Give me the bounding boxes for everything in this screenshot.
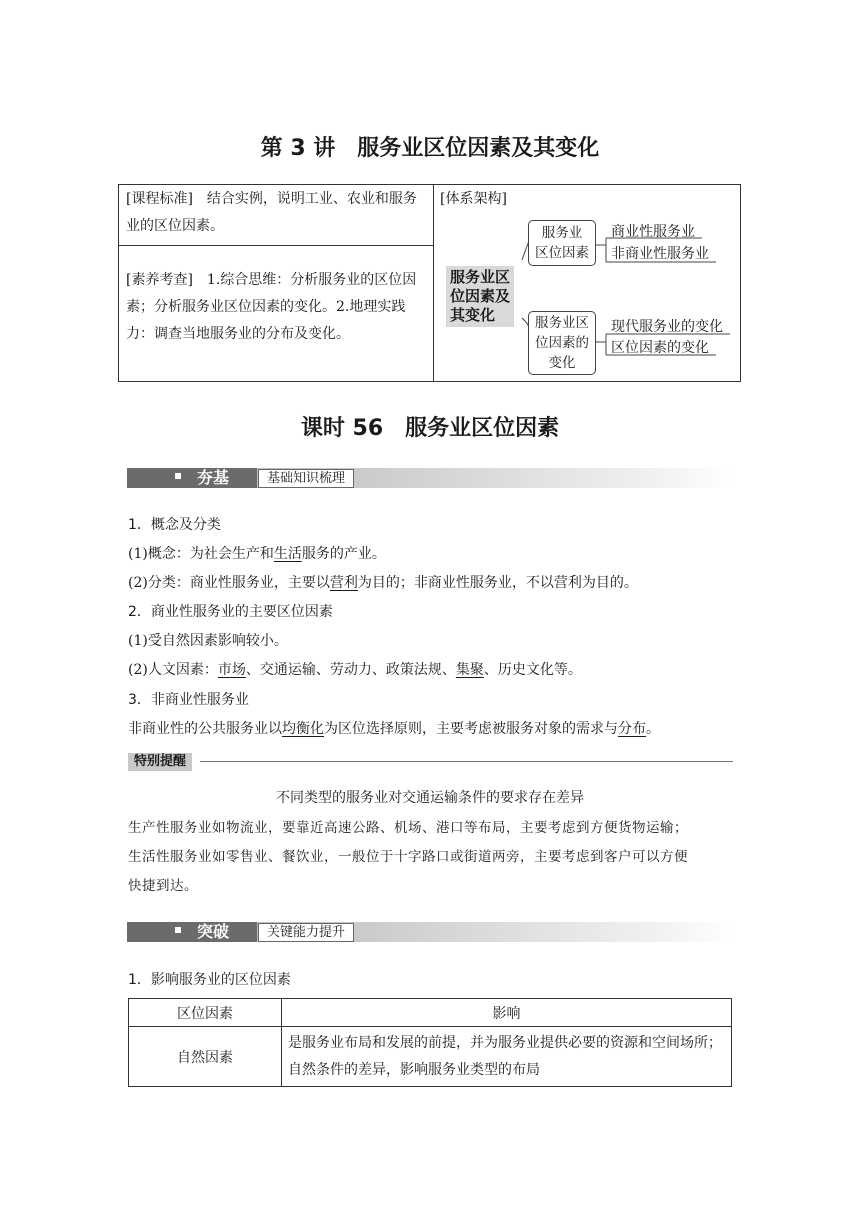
text: (1)概念：为社会生产和 — [128, 546, 274, 562]
mindmap-node-line: 变化 — [548, 355, 576, 371]
section-subtitle: 基础知识梳理 — [258, 469, 354, 488]
literacy-check — [126, 267, 428, 348]
mindmap-node-line: 区位因素 — [535, 245, 589, 261]
tip-label: 特别提醒 — [128, 753, 192, 771]
paragraph — [128, 541, 386, 568]
tip-line: 生产性服务业如物流业，要靠近高速公路、机场、港口等布局，主要考虑到方便货物运输； — [128, 820, 688, 836]
mindmap-leaf: 现代服务业的变化 — [611, 319, 723, 335]
text: (2)人文因素： — [128, 662, 218, 678]
literacy-text: 1.综合思维：分析服务业的区位因素；分析服务业区位因素的变化。2.地理实践力：调查当地服务业的分布及变化。 — [126, 272, 417, 342]
text: 、历史文化等。 — [483, 662, 582, 678]
mindmap-node-line: 位因素的 — [535, 335, 589, 351]
section-title: 突破 — [197, 922, 230, 941]
tip-line: 生活性服务业如零售业、餐饮业，一般位于十字路口或街道两旁，主要考虑到客户可以方便 — [128, 849, 688, 865]
paragraph: (1)受自然因素影响较小。 — [128, 633, 288, 649]
heading-factors: 1．影响服务业的区位因素 — [128, 972, 291, 988]
mindmap-leaf: 区位因素的变化 — [611, 340, 709, 356]
text: 、交通运输、劳动力、政策法规、 — [245, 662, 456, 678]
text: (2)分类：商业性服务业，主要以 — [128, 575, 330, 591]
paragraph — [128, 716, 660, 743]
course-standard-label: [课程标准] — [126, 191, 193, 207]
mindmap-leaf: 商业性服务业 — [611, 224, 695, 240]
mindmap-node-line: 服务业 — [541, 225, 583, 241]
tip-line: 快捷到达。 — [128, 878, 198, 894]
class-title: 课时 56 服务业区位因素 — [300, 416, 560, 441]
heading-commercial: 2．商业性服务业的主要区位因素 — [128, 604, 333, 620]
lesson-title: 第 3 讲 服务业区位因素及其变化 — [260, 136, 600, 161]
course-standard — [126, 186, 426, 240]
answer-underline: 均衡化 — [282, 721, 324, 737]
mindmap-center-line: 位因素及 — [450, 287, 511, 305]
framework-label: [体系架构] — [440, 191, 507, 207]
section-title: 夯基 — [197, 468, 230, 487]
paragraph — [128, 570, 638, 597]
heading-concept: 1．概念及分类 — [128, 517, 221, 533]
text: 非商业性的公共服务业以 — [128, 721, 282, 737]
section-banner — [127, 922, 257, 942]
text: 为目的；非商业性服务业，不以营利为目的。 — [357, 575, 638, 591]
text: 为区位选择原则，主要考虑被服务对象的需求与 — [324, 721, 618, 737]
table-cell-effect: 是服务业布局和发展的前提，并为服务业提供必要的资源和空间场所；自然条件的差异，影响服务业类型的布局 — [282, 1027, 732, 1087]
literacy-label: [素养考查] — [126, 272, 193, 288]
factors-table — [128, 998, 732, 1087]
mindmap-center-line: 服务业区 — [450, 268, 511, 286]
mindmap-node-line: 服务业区 — [535, 315, 589, 331]
table-divider — [118, 245, 434, 246]
answer-underline: 分布 — [618, 721, 646, 737]
paragraph — [128, 657, 582, 684]
text: 。 — [646, 721, 660, 737]
table-header: 区位因素 — [129, 999, 282, 1027]
bullet-icon — [175, 473, 181, 479]
answer-underline: 市场 — [217, 662, 246, 678]
text: 服务的产业。 — [301, 546, 386, 562]
table-header-row — [129, 999, 732, 1027]
heading-noncommercial: 3．非商业性服务业 — [128, 692, 249, 708]
section-subtitle: 关键能力提升 — [258, 923, 354, 942]
mindmap-center-line: 其变化 — [450, 306, 496, 324]
answer-underline: 营利 — [329, 575, 358, 591]
mindmap-node-factors — [528, 220, 596, 266]
table-header: 影响 — [282, 999, 732, 1027]
answer-underline: 集聚 — [455, 662, 484, 678]
table-cell-factor: 自然因素 — [129, 1027, 282, 1087]
section-banner — [127, 468, 257, 488]
mindmap-leaf: 非商业性服务业 — [611, 246, 709, 262]
answer-underline: 生活 — [273, 546, 302, 562]
bullet-icon — [175, 927, 181, 933]
table-row — [129, 1027, 732, 1087]
mindmap-node-changes — [528, 311, 596, 375]
tip-title: 不同类型的服务业对交通运输条件的要求存在差异 — [276, 790, 584, 806]
course-standard-text: 结合实例，说明工业、农业和服务业的区位因素。 — [126, 191, 417, 234]
mindmap-center — [446, 266, 514, 327]
tip-rule — [200, 761, 733, 762]
